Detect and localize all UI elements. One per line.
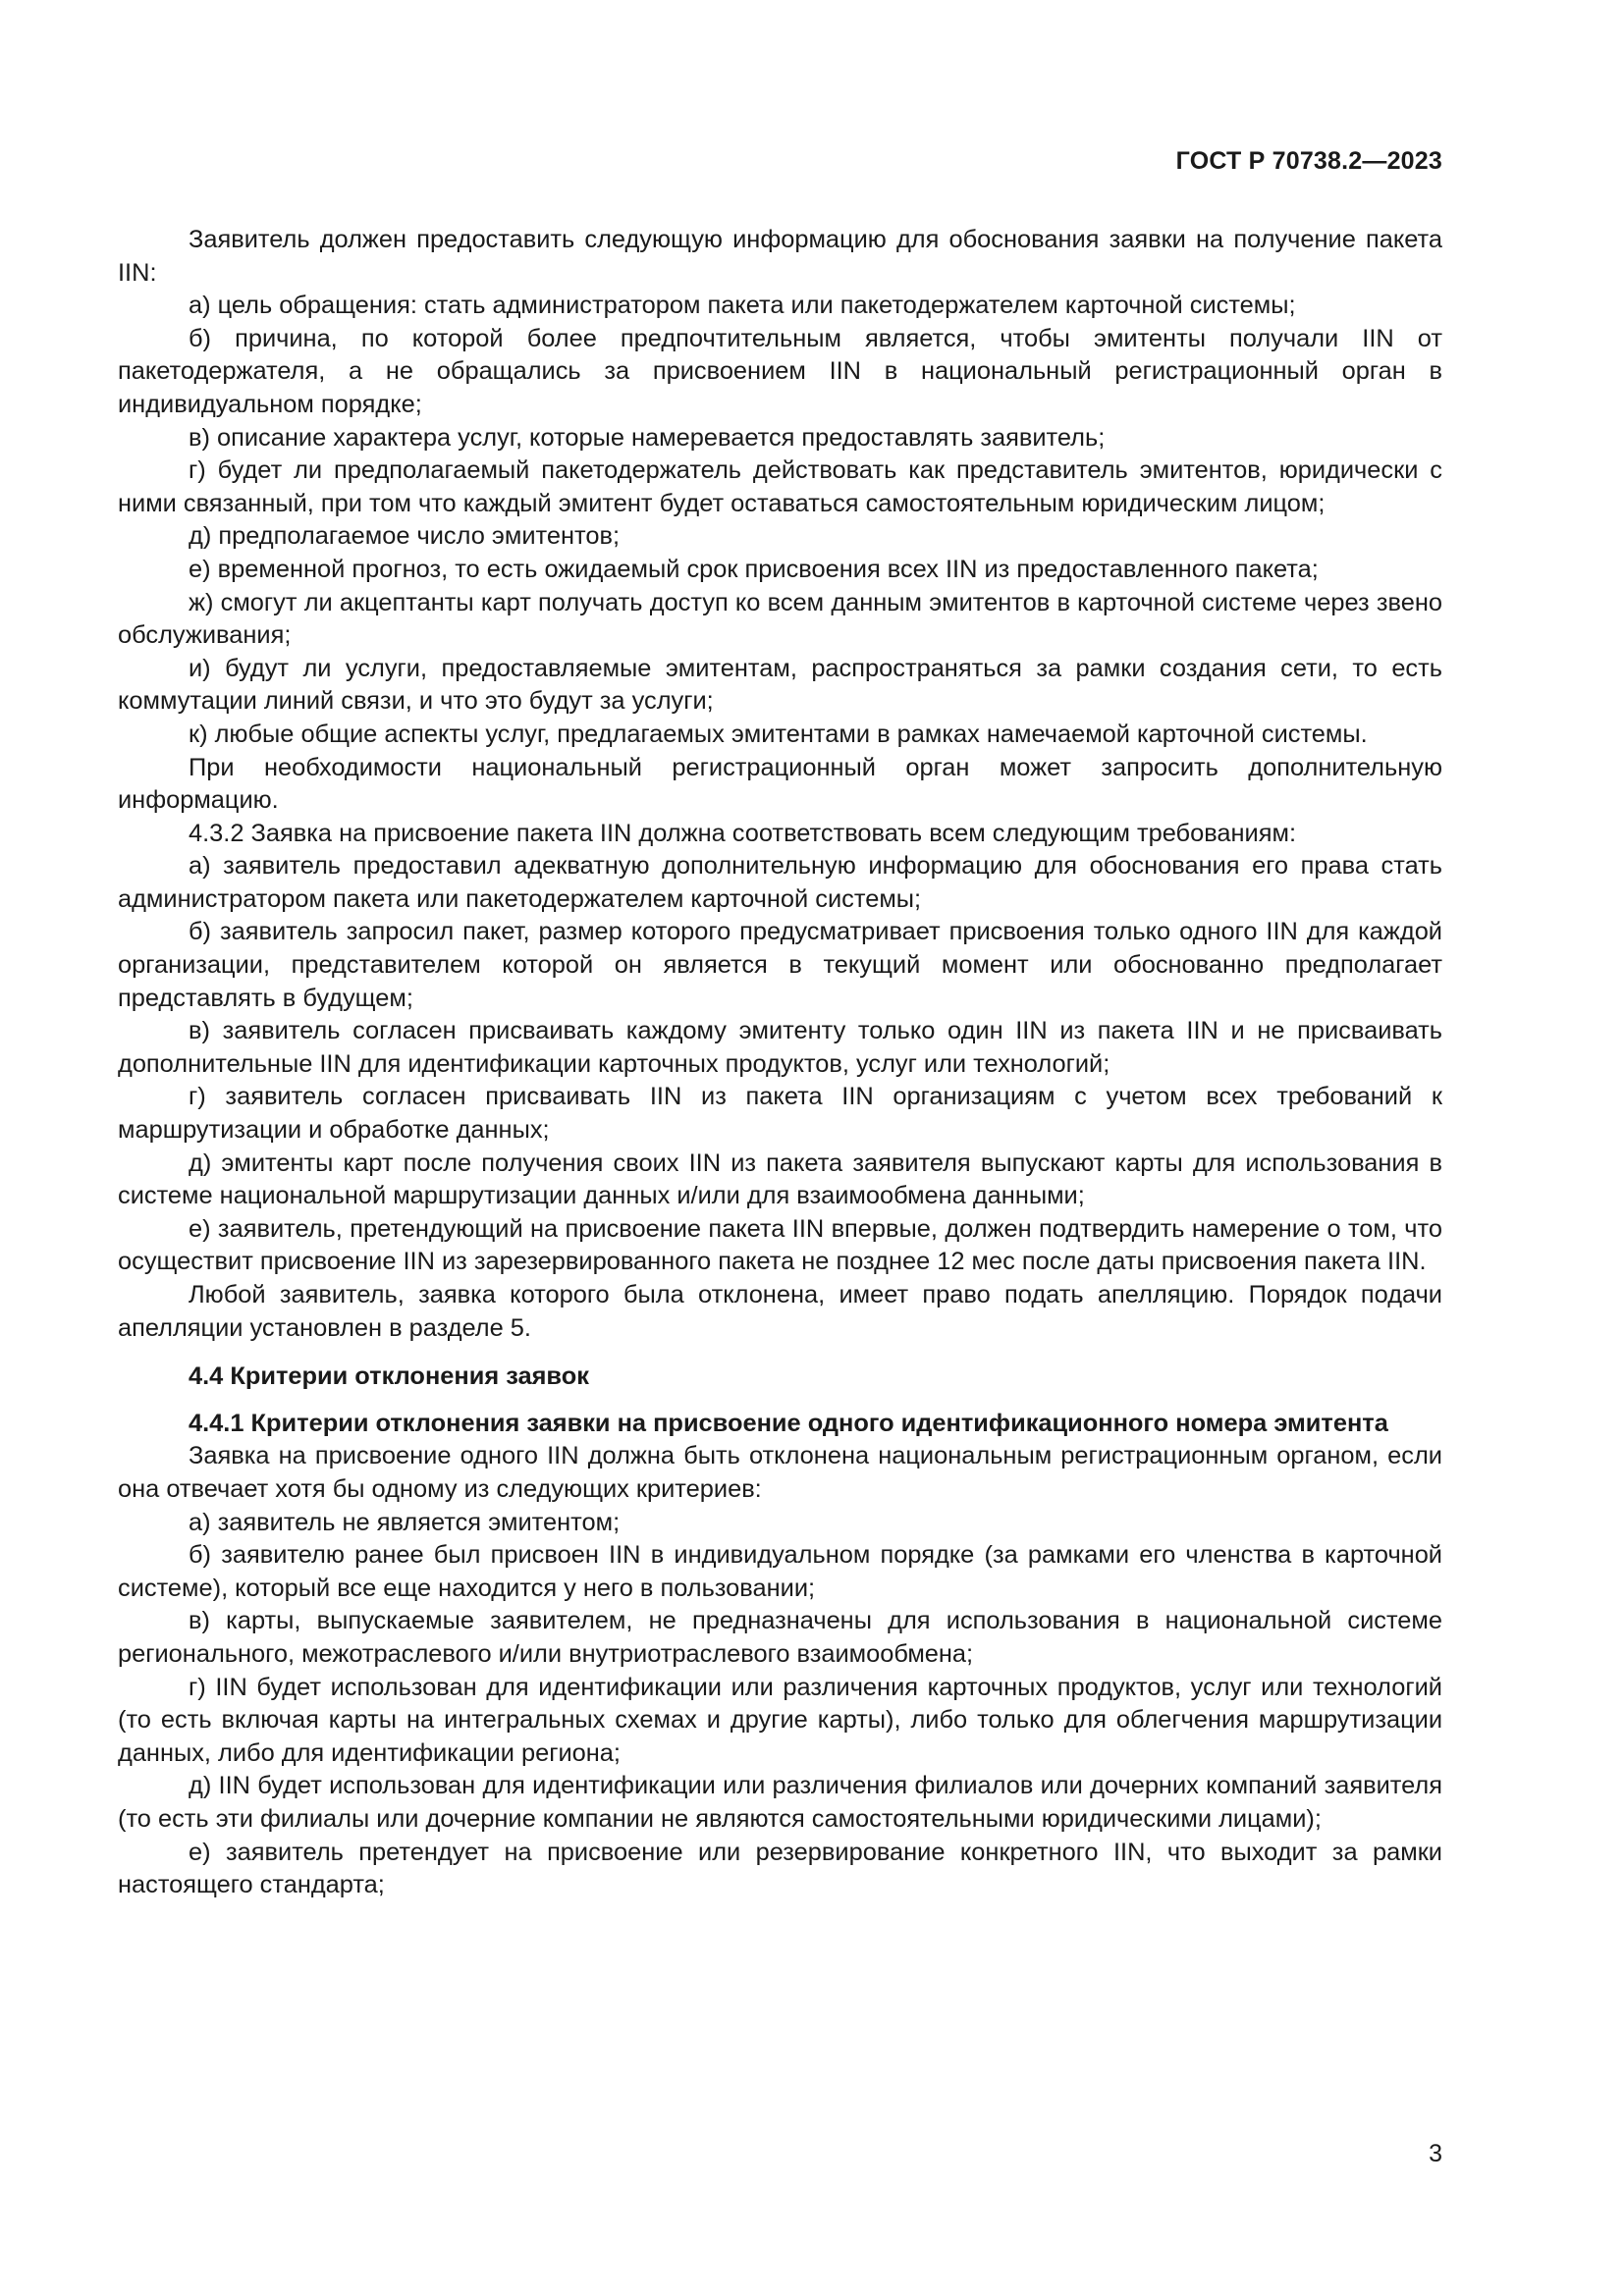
list-item: и) будут ли услуги, предоставляемые эмитентам, распространяться за рамки создания сети, то есть коммутации линий связи, и что это будут за услуги;: [118, 654, 1442, 716]
list-item: ж) смогут ли акцептанты карт получать доступ ко всем данным эмитентов в карточной системе через звено обслуживания;: [118, 588, 1442, 650]
list-item: г) IIN будет использован для идентификации или различения карточных продуктов, услуг или технологий (то есть включая карты на интегральных схемах и другие карты), либо только для облегчения маршрутизации данных, либо для идентификации региона;: [118, 1673, 1442, 1767]
subsection-heading: 4.4.1 Критерии отклонения заявки на присвоение одного идентификационного номера эмитента: [189, 1409, 1388, 1437]
list-item: е) заявитель, претендующий на присвоение пакета IIN впервые, должен подтвердить намерение о том, что осуществит присвоение IIN из зарезервированного пакета не позднее 12 мес после даты присвоения пакета IIN.: [118, 1214, 1442, 1276]
document-body: [118, 224, 1442, 1902]
document-code: ГОСТ Р 70738.2—2023: [1175, 147, 1442, 175]
list-item: г) будет ли предполагаемый пакетодержатель действовать как представитель эмитентов, юридически с ними связанный, при том что каждый эмитент будет оставаться самостоятельным юридическим лицом;: [118, 456, 1442, 517]
paragraph: Любой заявитель, заявка которого была отклонена, имеет право подать апелляцию. Порядок подачи апелляции установлен в разделе 5.: [118, 1281, 1442, 1342]
list-item: б) заявителю ранее был присвоен IIN в индивидуальном порядке (за рамками его членства в карточной системе), который все еще находится у него в пользовании;: [118, 1541, 1442, 1602]
list-item: б) причина, по которой более предпочтительным является, чтобы эмитенты получали IIN от пакетодержателя, а не обращались за присвоением IIN в национальный регистрационный орган в индивидуальном порядке;: [118, 324, 1442, 418]
paragraph: При необходимости национальный регистрационный орган может запросить дополнительную информацию.: [118, 753, 1442, 815]
list-item: к) любые общие аспекты услуг, предлагаемых эмитентами в рамках намечаемой карточной системы.: [189, 720, 1368, 748]
paragraph: Заявитель должен предоставить следующую информацию для обоснования заявки на получение пакета IIN:: [118, 226, 1442, 287]
list-item: а) заявитель предоставил адекватную дополнительную информацию для обоснования его права стать администратором пакета или пакетодержателем карточной системы;: [118, 852, 1442, 913]
list-item: д) IIN будет использован для идентификации или различения филиалов или дочерних компаний заявителя (то есть эти филиалы или дочерние компании не являются самостоятельными юридическими лицами);: [118, 1772, 1442, 1833]
list-item: д) предполагаемое число эмитентов;: [189, 522, 620, 551]
section-heading: 4.4 Критерии отклонения заявок: [189, 1362, 589, 1391]
list-item: г) заявитель согласен присваивать IIN из пакета IIN организациям с учетом всех требований к маршрутизации и обработке данных;: [118, 1083, 1442, 1145]
list-item: в) заявитель согласен присваивать каждому эмитенту только один IIN из пакета IIN и не присваивать дополнительные IIN для идентификации карточных продуктов, услуг или технологий;: [118, 1017, 1442, 1078]
list-item: е) временной прогноз, то есть ожидаемый срок присвоения всех IIN из предоставленного пакета;: [189, 555, 1319, 583]
page-number: 3: [1429, 2140, 1442, 2167]
list-item: б) заявитель запросил пакет, размер которого предусматривает присвоения только одного IIN для каждой организации, представителем которой он является в текущий момент или обоснованно предполагает представлять в будущем;: [118, 918, 1442, 1012]
list-item: в) описание характера услуг, которые намеревается предоставлять заявитель;: [189, 423, 1106, 452]
list-item: д) эмитенты карт после получения своих IIN из пакета заявителя выпускают карты для использования в системе национальной маршрутизации данных и/или для взаимообмена данными;: [118, 1148, 1442, 1210]
list-item: е) заявитель претендует на присвоение или резервирование конкретного IIN, что выходит за рамки настоящего стандарта;: [118, 1838, 1442, 1899]
list-item: а) цель обращения: стать администратором пакета или пакетодержателем карточной системы;: [189, 292, 1296, 320]
list-item: а) заявитель не является эмитентом;: [189, 1508, 621, 1536]
paragraph: Заявка на присвоение одного IIN должна быть отклонена национальным регистрационным органом, если она отвечает хотя бы одному из следующих критериев:: [118, 1442, 1442, 1503]
clause: 4.3.2 Заявка на присвоение пакета IIN должна соответствовать всем следующим требованиям:: [189, 819, 1296, 847]
list-item: в) карты, выпускаемые заявителем, не предназначены для использования в национальной системе регионального, межотраслевого и/или внутриотраслевого взаимообмена;: [118, 1607, 1442, 1668]
